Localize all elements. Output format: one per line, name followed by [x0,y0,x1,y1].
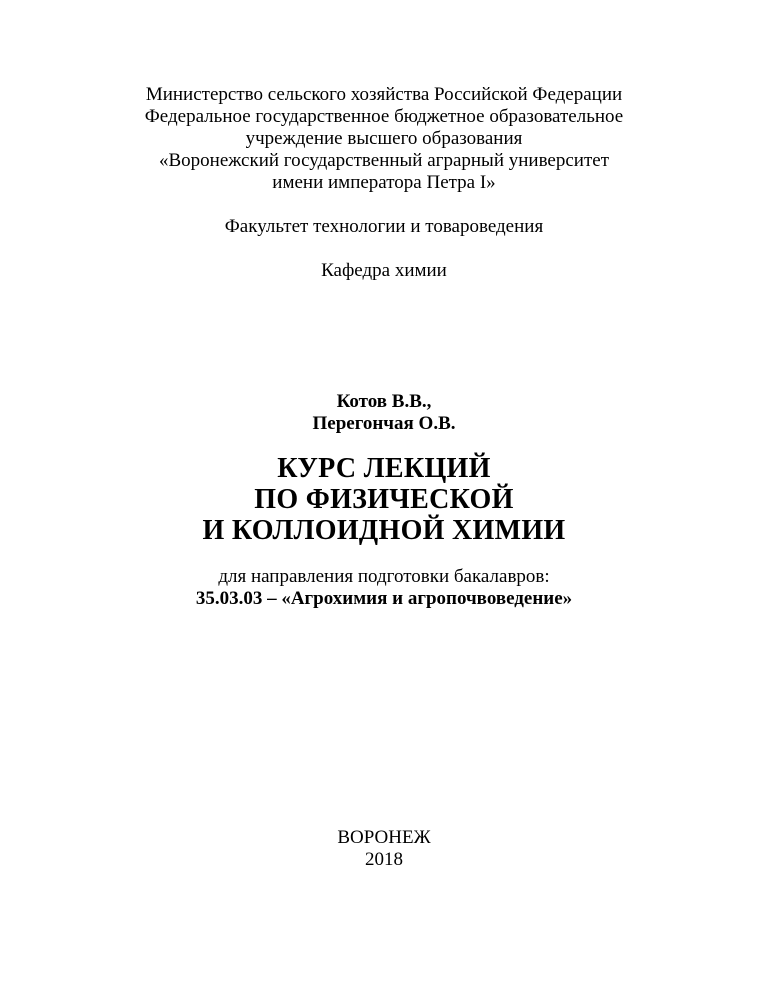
university-type-line: Федеральное государственное бюджетное образовательное [144,106,624,127]
university-type-line-2: учреждение высшего образования [245,128,523,149]
ministry-line: Министерство сельского хозяйства Российской Федерации [145,84,623,105]
book-title-line-3: И КОЛЛОИДНОЙ ХИМИИ [202,515,566,546]
audience-intro: для направления подготовки бакалавров: [218,566,550,587]
program-code: 35.03.03 – «Агрохимия и агропочвоведение» [195,588,573,609]
author-1: Котов В.В., [336,391,432,412]
book-title-line-2: ПО ФИЗИЧЕСКОЙ [254,484,514,515]
university-name-line: «Воронежский государственный аграрный университет [158,150,610,171]
university-name-line-2: имени императора Петра I» [272,172,496,193]
department-name: Кафедра химии [321,260,447,281]
year: 2018 [365,849,403,870]
author-2: Перегончая О.В. [312,413,456,434]
book-title-line-1: КУРС ЛЕКЦИЙ [277,453,491,484]
city: ВОРОНЕЖ [337,827,431,848]
faculty-name: Факультет технологии и товароведения [224,216,544,237]
